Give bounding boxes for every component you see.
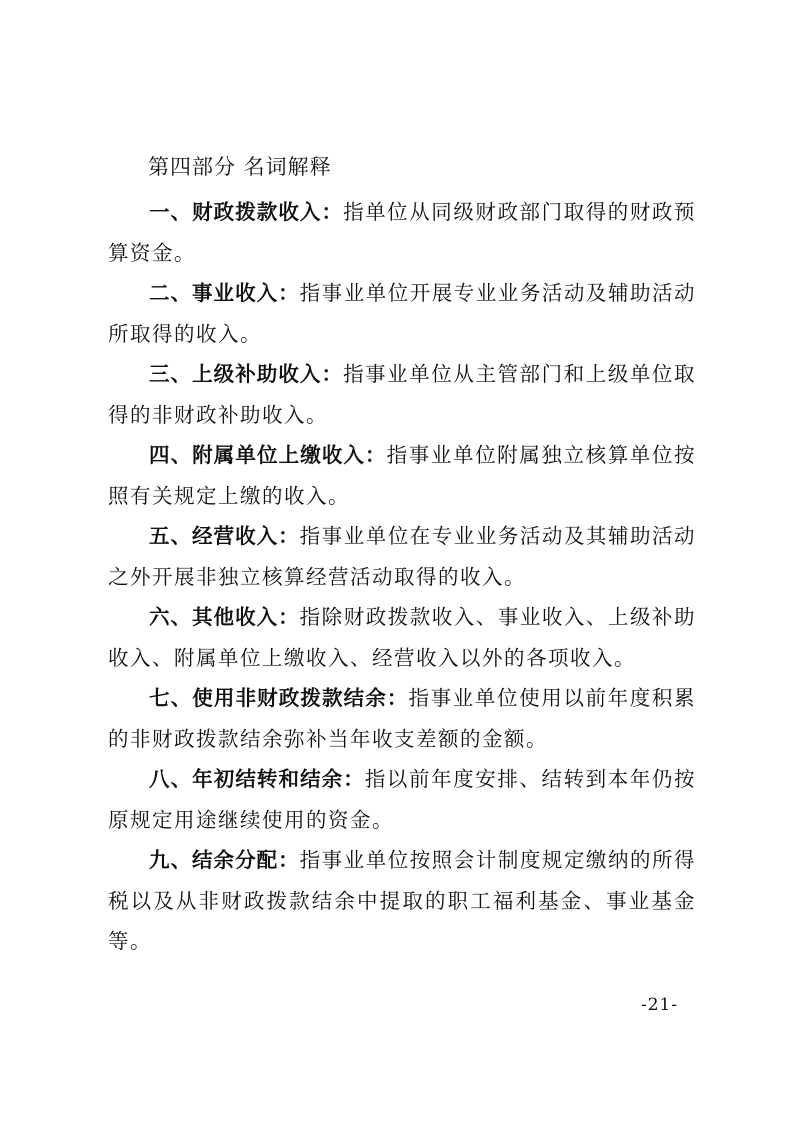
entry-term: 三、上级补助收入：: [149, 362, 344, 386]
section-title: 第四部分 名词解释: [148, 155, 332, 179]
entry-definition: 指事业单位开展专业业务活动及辅助活动所取得的收入。: [108, 281, 697, 346]
glossary-entry: [108, 597, 696, 678]
entry-term: 七、使用非财政拨款结余：: [149, 686, 409, 710]
entry-definition: 指单位从同级财政部门取得的财政预算资金。: [108, 200, 696, 265]
glossary-entries: [108, 192, 696, 962]
glossary-entry: [108, 516, 696, 597]
entry-term: 八、年初结转和结余：: [149, 767, 365, 791]
entry-definition: 指以前年度安排、结转到本年仍按原规定用途继续使用的资金。: [108, 767, 697, 832]
entry-term: 二、事业收入：: [149, 281, 300, 305]
entry-definition: 指事业单位使用以前年度积累的非财政拨款结余弥补当年收支差额的金额。: [108, 686, 696, 751]
entry-definition: 指事业单位从主管部门和上级单位取得的非财政补助收入。: [108, 362, 696, 427]
glossary-entry: [108, 759, 696, 840]
entry-term: 四、附属单位上缴收入：: [149, 443, 387, 467]
entry-definition: 指事业单位附属独立核算单位按照有关规定上缴的收入。: [108, 443, 697, 508]
entry-term: 五、经营收入：: [149, 524, 300, 548]
glossary-entry: [108, 354, 696, 435]
page-number: -21-: [641, 995, 679, 1015]
glossary-entry: [108, 678, 696, 759]
entry-term: 九、结余分配：: [149, 848, 300, 872]
entry-term: 六、其他收入：: [149, 605, 300, 629]
entry-definition: 指事业单位按照会计制度规定缴纳的所得税以及从非财政拨款结余中提取的职工福利基金、事业基金等。: [108, 848, 697, 953]
glossary-entry: [108, 273, 696, 354]
entry-definition: 指除财政拨款收入、事业收入、上级补助收入、附属单位上缴收入、经营收入以外的各项收入。: [108, 605, 697, 670]
entry-definition: 指事业单位在专业业务活动及其辅助活动之外开展非独立核算经营活动取得的收入。: [108, 524, 697, 589]
glossary-entry: [108, 840, 696, 962]
glossary-entry: [108, 435, 696, 516]
glossary-entry: [108, 192, 696, 273]
entry-term: 一、财政拨款收入：: [149, 200, 344, 224]
